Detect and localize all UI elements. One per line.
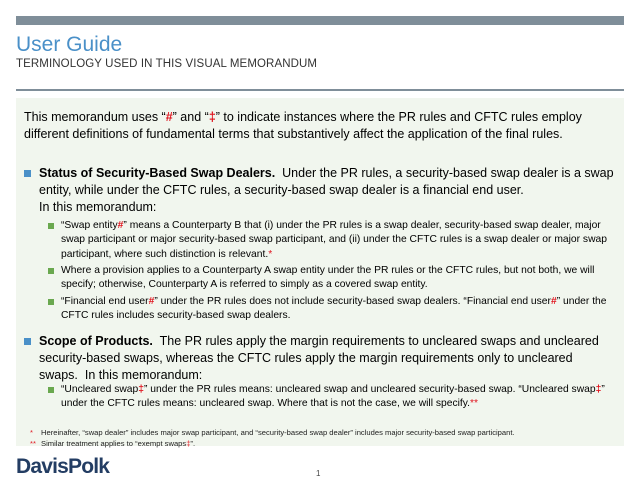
square-bullet-icon: [48, 268, 54, 274]
square-bullet-icon: [24, 170, 31, 177]
top-bar: [16, 16, 624, 25]
list-item: [48, 295, 608, 324]
item-text: ” under the PR rules means: uncleared swap and uncleared security-based swap. “Uncleared swap: [144, 384, 596, 395]
item-text: “Swap entity: [61, 220, 118, 231]
square-bullet-icon: [48, 223, 54, 229]
section-lead: In this memorandum:: [84, 368, 203, 382]
item-text: ” under the CFTC rules means: uncleared swap. Where that is not the case, we will specify.: [61, 384, 605, 410]
hash-symbol: #: [550, 296, 557, 307]
section-body: Under the PR rules, a security-based swap dealer is a swap entity, while under the CFTC rules, a security-based swap dealer is a financial end user.: [39, 166, 614, 197]
footnote-ref: **: [470, 398, 479, 410]
section-heading: Scope of Products.: [39, 334, 153, 348]
square-bullet-icon: [24, 338, 31, 345]
section-lead: In this memorandum:: [39, 200, 157, 214]
item-text: ” under the PR rules does not include security-based swap dealers. “Financial end user: [154, 296, 551, 307]
footnote: [30, 428, 515, 438]
item-text: Where a provision applies to a Counterparty A swap entity under the PR rules or the CFTC rules, but not both, we will specify; otherwise, Counterparty A is referred to simply as a covered swap entity.: [61, 265, 595, 291]
footnote-text: Hereinafter, “swap dealer” includes major swap participant, and “security-based swap dealer” includes major security-based swap participant.: [41, 428, 515, 437]
square-bullet-icon: [48, 299, 54, 305]
davis-polk-logo: DavisPolk: [16, 455, 110, 478]
intro-text-1: This memorandum uses “: [24, 110, 166, 124]
item-text: “Financial end user: [61, 296, 149, 307]
footnote: [30, 439, 195, 449]
hash-symbol: #: [148, 296, 155, 307]
footnote-mark: **: [30, 439, 36, 448]
header-rule: [16, 89, 624, 91]
item-text: ” under the CFTC rules includes security-based swap dealers.: [61, 296, 607, 322]
double-dagger-symbol: ‡: [138, 384, 144, 395]
footnote-mark: *: [30, 428, 33, 437]
list-item: [48, 264, 608, 293]
footnote-text: Similar treatment applies to “exempt swaps: [41, 439, 187, 448]
intro-text-3: ” to indicate instances where the PR rules and CFTC rules employ different definitions of fundamental terms that substantively affect the application of the final rules.: [24, 110, 582, 141]
square-bullet-icon: [48, 387, 54, 393]
double-dagger-symbol: ‡: [208, 110, 216, 124]
section-heading: Status of Security-Based Swap Dealers.: [39, 166, 276, 180]
double-dagger-symbol: ‡: [595, 384, 602, 395]
page-number: 1: [316, 469, 321, 478]
item-text: ” means a Counterparty B that (i) under the PR rules is a swap dealer, security-based swap dealer, major swap participant or major security-based swap participant, and (ii) under the CFTC rules is a swap dealer or major swap participant, where such distinction is relevant.: [61, 220, 607, 260]
section-security-based-swap-dealers: [24, 165, 614, 216]
section-scope-of-products: [24, 333, 614, 384]
list-item: [48, 383, 608, 412]
double-dagger-symbol: ‡: [186, 439, 191, 448]
item-text: “Uncleared swap: [61, 384, 139, 395]
hash-symbol: #: [117, 220, 124, 231]
footnote-text: ”.: [190, 439, 196, 448]
intro-text-2: ” and “: [172, 110, 209, 124]
hash-symbol: #: [165, 110, 173, 124]
list-item: [48, 219, 608, 262]
footnote-ref: *: [268, 248, 273, 260]
page-title: User Guide: [16, 33, 123, 56]
section-body: The PR rules apply the margin requirements to uncleared swaps and uncleared security-based swaps, whereas the CFTC rules apply the margin requirements only to uncleared swaps.: [39, 334, 599, 382]
intro-paragraph: [24, 109, 614, 143]
page-subtitle: TERMINOLOGY USED IN THIS VISUAL MEMORANDUM: [16, 58, 318, 70]
